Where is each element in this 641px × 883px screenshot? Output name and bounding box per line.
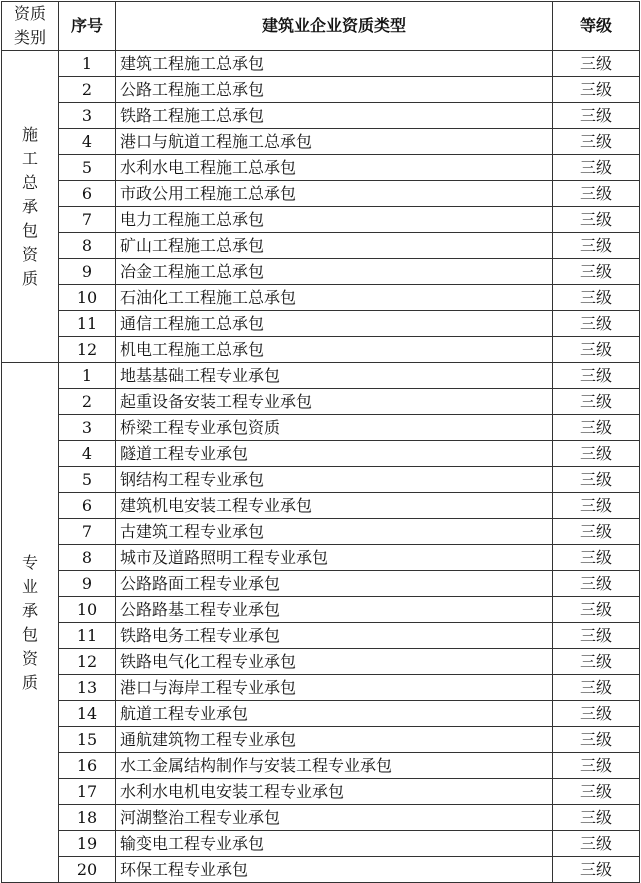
qualification-name: 隧道工程专业承包 — [116, 441, 553, 467]
row-number: 9 — [59, 259, 116, 285]
row-number: 4 — [59, 129, 116, 155]
row-number: 7 — [59, 519, 116, 545]
table-row — [2, 129, 640, 155]
qualification-name: 河湖整治工程专业承包 — [116, 805, 553, 831]
qualification-grade: 三级 — [553, 831, 640, 857]
qualification-name: 电力工程施工总承包 — [116, 207, 553, 233]
qualification-name: 输变电工程专业承包 — [116, 831, 553, 857]
qualification-grade: 三级 — [553, 129, 640, 155]
row-number: 3 — [59, 415, 116, 441]
table-row — [2, 311, 640, 337]
row-number: 5 — [59, 467, 116, 493]
row-number: 16 — [59, 753, 116, 779]
row-number: 9 — [59, 571, 116, 597]
row-number: 8 — [59, 233, 116, 259]
category-label: 施工总承包资质 — [21, 124, 38, 288]
row-number: 7 — [59, 207, 116, 233]
qualification-grade: 三级 — [553, 805, 640, 831]
qualification-name: 水利水电工程施工总承包 — [116, 155, 553, 181]
qualification-grade: 三级 — [553, 389, 640, 415]
table-row — [2, 233, 640, 259]
qualification-name: 铁路电务工程专业承包 — [116, 623, 553, 649]
qualification-name: 桥梁工程专业承包资质 — [116, 415, 553, 441]
qualification-name: 建筑工程施工总承包 — [116, 51, 553, 77]
table-row — [2, 103, 640, 129]
table-row — [2, 415, 640, 441]
table-row — [2, 467, 640, 493]
table-row — [2, 597, 640, 623]
qualification-name: 通信工程施工总承包 — [116, 311, 553, 337]
qualification-grade: 三级 — [553, 51, 640, 77]
qualification-grade: 三级 — [553, 545, 640, 571]
qualification-grade: 三级 — [553, 311, 640, 337]
category-cell — [2, 51, 59, 363]
row-number: 20 — [59, 857, 116, 883]
row-number: 8 — [59, 545, 116, 571]
table-row — [2, 155, 640, 181]
table-row — [2, 779, 640, 805]
qualification-grade: 三级 — [553, 701, 640, 727]
row-number: 2 — [59, 77, 116, 103]
qualification-grade: 三级 — [553, 363, 640, 389]
row-number: 6 — [59, 181, 116, 207]
table-row — [2, 285, 640, 311]
qualification-name: 冶金工程施工总承包 — [116, 259, 553, 285]
category-cell — [2, 363, 59, 883]
table-row — [2, 493, 640, 519]
table-row — [2, 337, 640, 363]
table-row — [2, 181, 640, 207]
table-row — [2, 753, 640, 779]
table-row — [2, 831, 640, 857]
qualification-grade: 三级 — [553, 441, 640, 467]
qualification-name: 环保工程专业承包 — [116, 857, 553, 883]
row-number: 6 — [59, 493, 116, 519]
qualification-grade: 三级 — [553, 259, 640, 285]
qualification-grade: 三级 — [553, 779, 640, 805]
row-number: 11 — [59, 623, 116, 649]
qualification-name: 铁路电气化工程专业承包 — [116, 649, 553, 675]
qualification-grade: 三级 — [553, 285, 640, 311]
qualification-grade: 三级 — [553, 181, 640, 207]
qualification-name: 航道工程专业承包 — [116, 701, 553, 727]
row-number: 10 — [59, 285, 116, 311]
qualification-grade: 三级 — [553, 571, 640, 597]
qualification-name: 公路路面工程专业承包 — [116, 571, 553, 597]
header-grade: 等级 — [553, 2, 640, 51]
row-number: 15 — [59, 727, 116, 753]
qualification-name: 水工金属结构制作与安装工程专业承包 — [116, 753, 553, 779]
qualification-name: 水利水电机电安装工程专业承包 — [116, 779, 553, 805]
qualification-grade: 三级 — [553, 207, 640, 233]
qualification-name: 石油化工工程施工总承包 — [116, 285, 553, 311]
row-number: 4 — [59, 441, 116, 467]
row-number: 12 — [59, 649, 116, 675]
row-number: 2 — [59, 389, 116, 415]
qualification-grade: 三级 — [553, 519, 640, 545]
header-category: 资质类别 — [2, 2, 59, 51]
row-number: 3 — [59, 103, 116, 129]
table-row — [2, 675, 640, 701]
qualification-grade: 三级 — [553, 857, 640, 883]
table-row — [2, 77, 640, 103]
qualification-name: 矿山工程施工总承包 — [116, 233, 553, 259]
qualification-grade: 三级 — [553, 467, 640, 493]
qualification-name: 城市及道路照明工程专业承包 — [116, 545, 553, 571]
row-number: 13 — [59, 675, 116, 701]
qualification-name: 地基基础工程专业承包 — [116, 363, 553, 389]
table-row — [2, 857, 640, 883]
qualification-grade: 三级 — [553, 415, 640, 441]
qualification-name: 公路路基工程专业承包 — [116, 597, 553, 623]
qualification-grade: 三级 — [553, 233, 640, 259]
qualification-name: 钢结构工程专业承包 — [116, 467, 553, 493]
qualification-grade: 三级 — [553, 649, 640, 675]
header-number: 序号 — [59, 2, 116, 51]
table-row — [2, 51, 640, 77]
table-row — [2, 519, 640, 545]
qualification-grade: 三级 — [553, 675, 640, 701]
qualification-name: 铁路工程施工总承包 — [116, 103, 553, 129]
qualification-grade: 三级 — [553, 155, 640, 181]
qualification-grade: 三级 — [553, 337, 640, 363]
table-row — [2, 363, 640, 389]
qualification-name: 机电工程施工总承包 — [116, 337, 553, 363]
qualification-name: 港口与航道工程施工总承包 — [116, 129, 553, 155]
row-number: 1 — [59, 363, 116, 389]
table-header — [2, 2, 640, 51]
row-number: 10 — [59, 597, 116, 623]
row-number: 5 — [59, 155, 116, 181]
qualification-grade: 三级 — [553, 103, 640, 129]
qualification-name: 通航建筑物工程专业承包 — [116, 727, 553, 753]
qualification-name: 港口与海岸工程专业承包 — [116, 675, 553, 701]
header-type: 建筑业企业资质类型 — [116, 2, 553, 51]
row-number: 17 — [59, 779, 116, 805]
table-row — [2, 649, 640, 675]
row-number: 12 — [59, 337, 116, 363]
table-row — [2, 441, 640, 467]
row-number: 18 — [59, 805, 116, 831]
table-row — [2, 701, 640, 727]
row-number: 14 — [59, 701, 116, 727]
qualification-grade: 三级 — [553, 727, 640, 753]
row-number: 1 — [59, 51, 116, 77]
category-label: 专业承包资质 — [21, 552, 38, 692]
table-row — [2, 571, 640, 597]
qualification-name: 建筑机电安装工程专业承包 — [116, 493, 553, 519]
table-row — [2, 207, 640, 233]
qualification-grade: 三级 — [553, 597, 640, 623]
qualification-grade: 三级 — [553, 77, 640, 103]
qualification-name: 公路工程施工总承包 — [116, 77, 553, 103]
qualification-grade: 三级 — [553, 623, 640, 649]
table-row — [2, 259, 640, 285]
table-row — [2, 805, 640, 831]
table-row — [2, 623, 640, 649]
row-number: 19 — [59, 831, 116, 857]
qualification-name: 起重设备安装工程专业承包 — [116, 389, 553, 415]
row-number: 11 — [59, 311, 116, 337]
qualification-table — [1, 1, 640, 883]
qualification-grade: 三级 — [553, 753, 640, 779]
qualification-name: 古建筑工程专业承包 — [116, 519, 553, 545]
table-body — [2, 51, 640, 883]
table-row — [2, 727, 640, 753]
qualification-name: 市政公用工程施工总承包 — [116, 181, 553, 207]
qualification-grade: 三级 — [553, 493, 640, 519]
table-row — [2, 389, 640, 415]
table-row — [2, 545, 640, 571]
